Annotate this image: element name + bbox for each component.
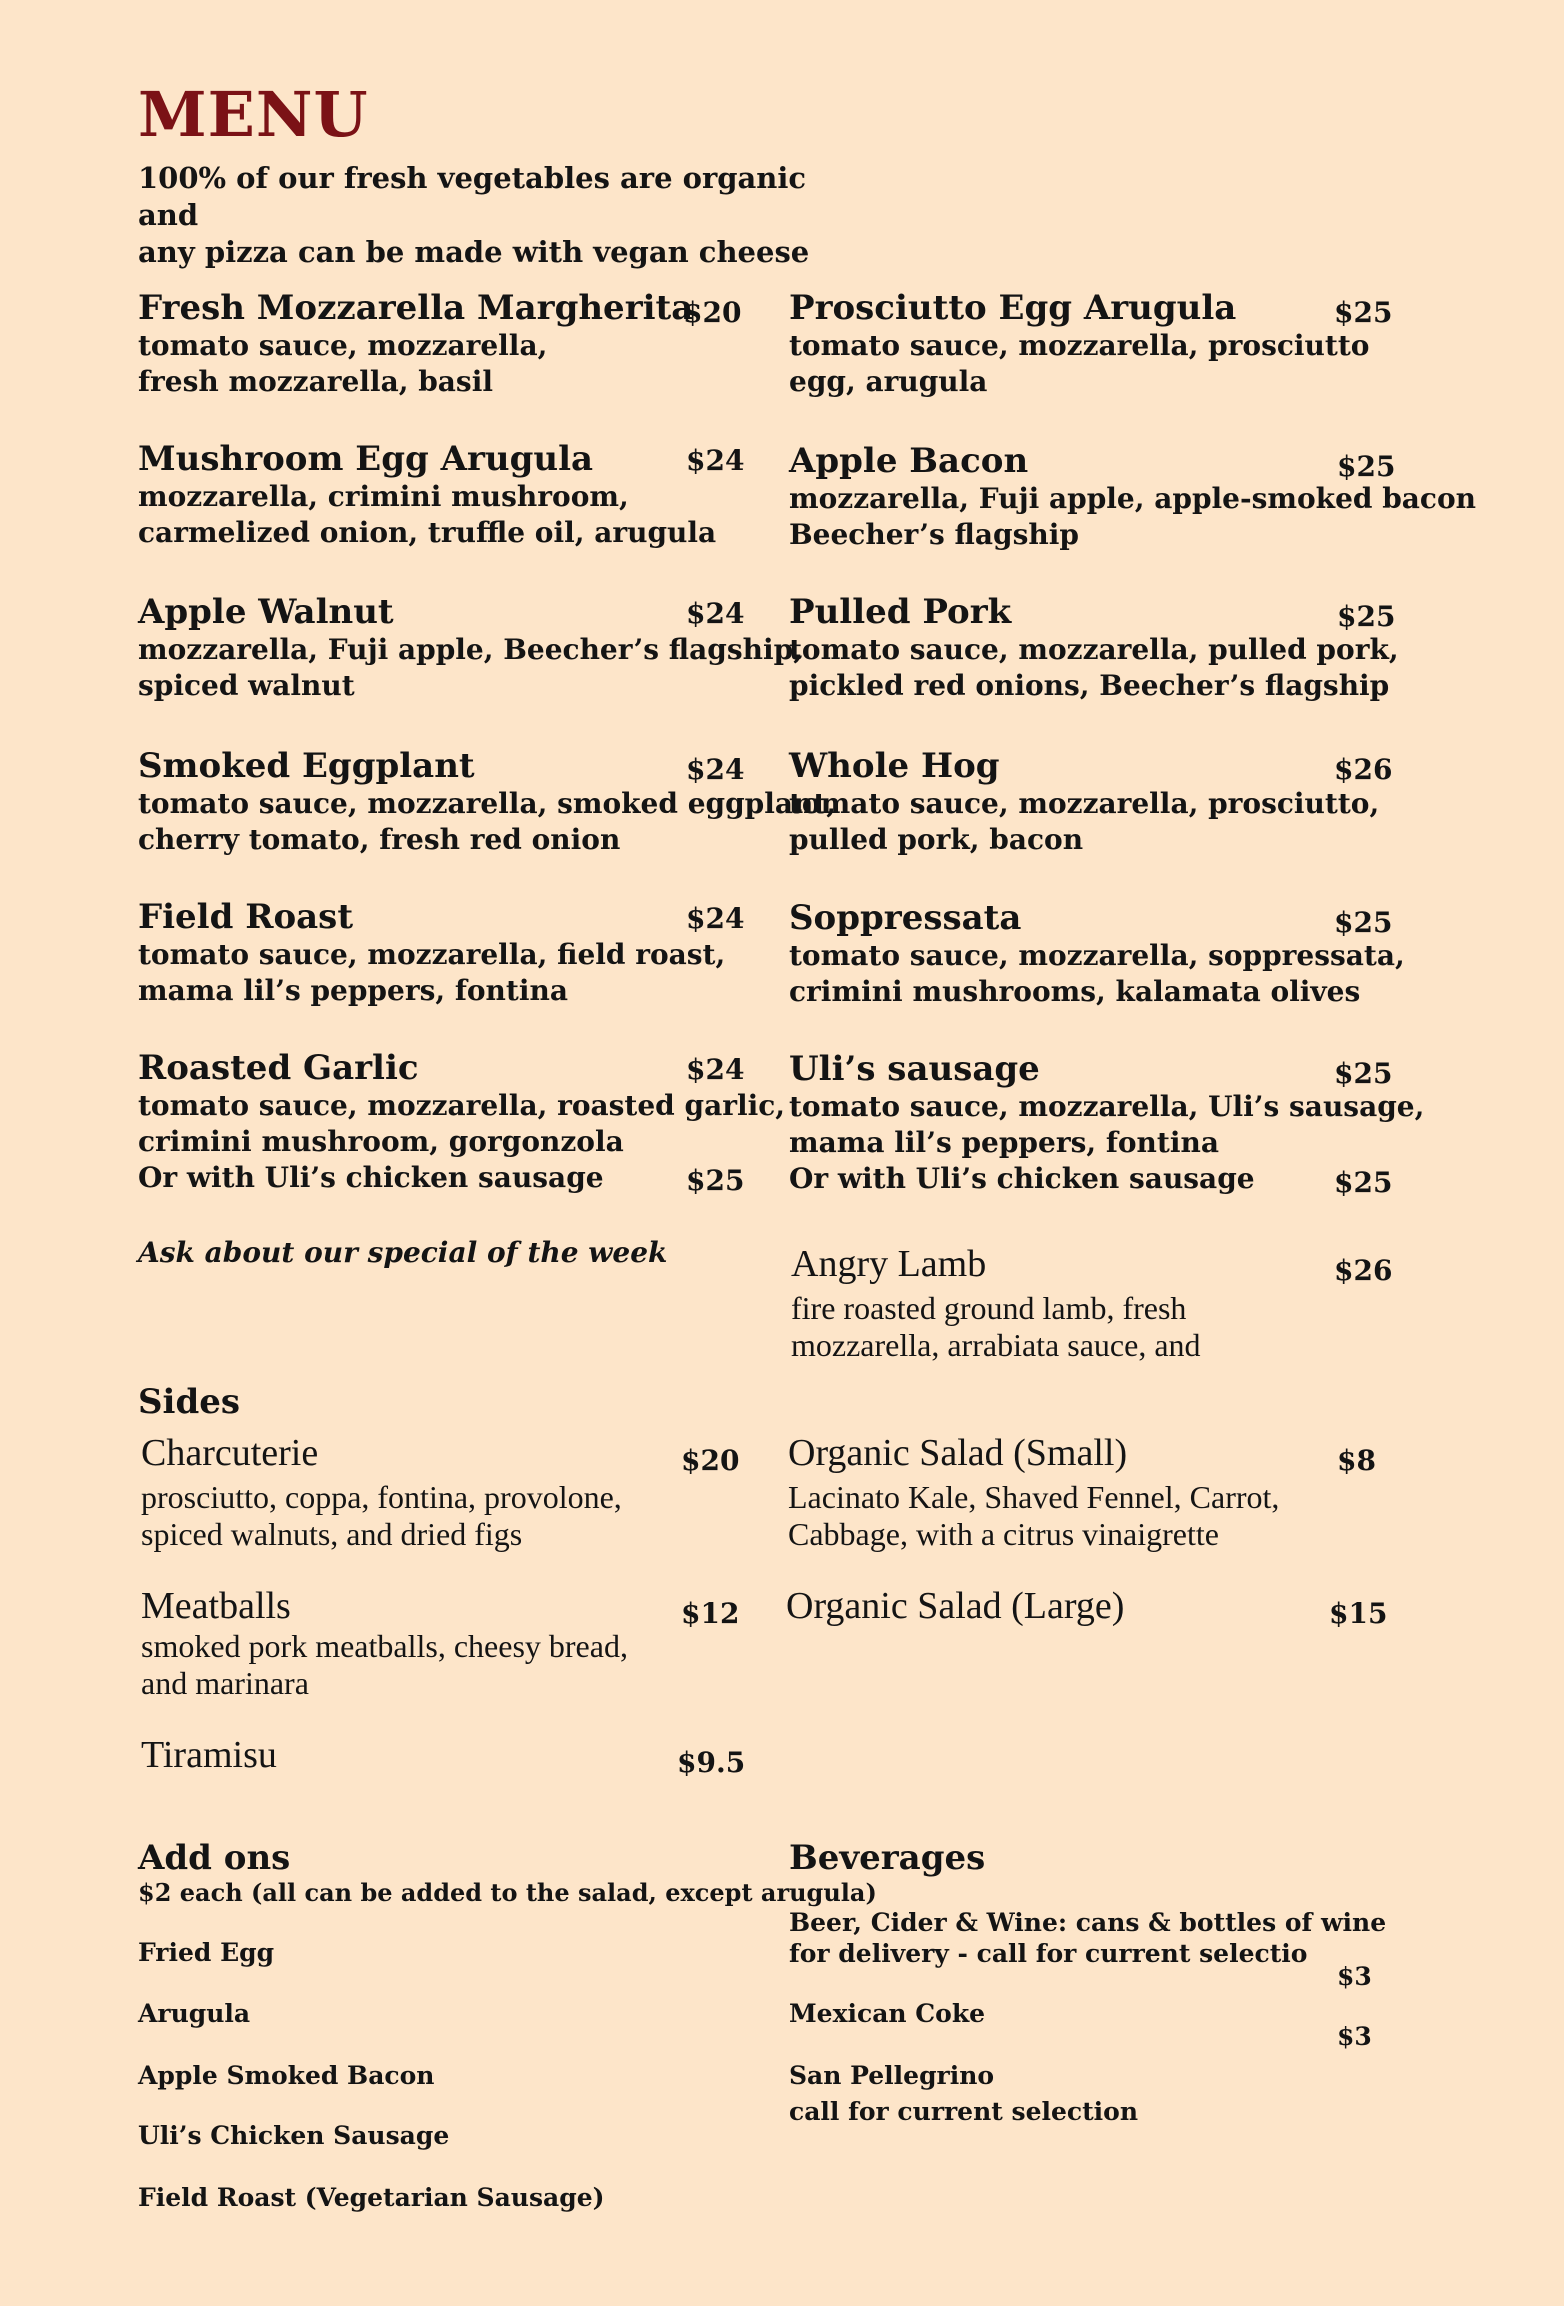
item-desc: Lacinato Kale, Shaved Fennel, Carrot, bbox=[788, 1479, 1280, 1515]
addon-item: Fried Egg bbox=[138, 1938, 275, 1967]
item-desc: mozzarella, arrabiata sauce, and bbox=[791, 1327, 1201, 1363]
item-price: $25 bbox=[1337, 450, 1396, 483]
item-desc: Or with Uli’s chicken sausage bbox=[138, 1161, 604, 1194]
item-name: Apple Walnut bbox=[138, 592, 394, 632]
sides-heading: Sides bbox=[138, 1382, 241, 1422]
item-desc: tomato sauce, mozzarella, roasted garlic, bbox=[138, 1089, 786, 1122]
menu-item bbox=[138, 592, 803, 704]
item-desc: pickled red onions, Beecher’s flagship bbox=[789, 669, 1390, 702]
item-name: Tiramisu bbox=[141, 1734, 277, 1776]
menu-item bbox=[789, 592, 1399, 704]
item-desc: pulled pork, bacon bbox=[789, 823, 1084, 856]
addon-item: Arugula bbox=[138, 1999, 251, 2028]
item-price: $26 bbox=[1334, 1254, 1393, 1287]
item-desc: crimini mushrooms, kalamata olives bbox=[789, 975, 1361, 1008]
item-price: $24 bbox=[686, 597, 745, 630]
item-desc: Or with Uli’s chicken sausage bbox=[789, 1162, 1255, 1195]
item-price: $12 bbox=[681, 1597, 740, 1630]
menu-item bbox=[789, 1049, 1425, 1197]
item-price: $25 bbox=[1337, 600, 1396, 633]
beverage-price: $3 bbox=[1337, 2022, 1372, 2051]
menu-item bbox=[138, 897, 738, 1009]
beverage-note: Beer, Cider & Wine: cans & bottles of wine bbox=[789, 1908, 1387, 1937]
item-name: Pulled Pork bbox=[789, 592, 1012, 632]
item-price: $15 bbox=[1329, 1597, 1388, 1630]
item-desc: tomato sauce, mozzarella, pulled pork, bbox=[789, 633, 1399, 666]
addon-item: Field Roast (Vegetarian Sausage) bbox=[138, 2183, 605, 2212]
item-desc: cherry tomato, fresh red onion bbox=[138, 823, 621, 856]
item-name: Smoked Eggplant bbox=[138, 746, 475, 786]
item-price: $8 bbox=[1337, 1444, 1376, 1477]
menu-item bbox=[138, 439, 738, 551]
menu-item bbox=[141, 1586, 741, 1702]
item-desc: and marinara bbox=[141, 1665, 309, 1701]
beverage-item: San Pellegrino bbox=[789, 2061, 995, 2090]
item-desc: mama lil’s peppers, fontina bbox=[789, 1126, 1219, 1159]
item-name: Charcuterie bbox=[141, 1432, 319, 1474]
item-name: Angry Lamb bbox=[791, 1243, 987, 1285]
item-desc: fire roasted ground lamb, fresh bbox=[791, 1290, 1187, 1326]
item-desc: crimini mushroom, gorgonzola bbox=[138, 1125, 624, 1158]
menu-item bbox=[138, 746, 837, 858]
item-desc: tomato sauce, mozzarella, prosciutto bbox=[789, 329, 1370, 362]
item-desc: Beecher’s flagship bbox=[789, 518, 1079, 551]
menu-item bbox=[789, 441, 1477, 553]
item-name: Apple Bacon bbox=[789, 441, 1029, 481]
item-desc: prosciutto, coppa, fontina, provolone, bbox=[141, 1479, 622, 1515]
menu-intro bbox=[138, 160, 818, 271]
menu-item bbox=[788, 1433, 1388, 1553]
intro-line: any pizza can be made with vegan cheese bbox=[138, 235, 810, 269]
item-name: Soppressata bbox=[789, 898, 1022, 938]
special-note: Ask about our special of the week bbox=[138, 1236, 668, 1269]
beverage-price: $3 bbox=[1337, 1962, 1372, 1991]
item-desc: Cabbage, with a citrus vinaigrette bbox=[788, 1516, 1219, 1552]
beverage-item: Mexican Coke bbox=[789, 1999, 986, 2028]
menu-item bbox=[138, 1048, 786, 1196]
item-desc: spiced walnut bbox=[138, 669, 355, 702]
menu-item bbox=[786, 1586, 1386, 1626]
menu-item bbox=[791, 1244, 1391, 1364]
item-desc: egg, arugula bbox=[789, 365, 988, 398]
item-desc: mama lil’s peppers, fontina bbox=[138, 974, 568, 1007]
item-name: Organic Salad (Small) bbox=[788, 1432, 1128, 1474]
item-name: Uli’s sausage bbox=[789, 1049, 1040, 1089]
beverage-note: call for current selection bbox=[789, 2097, 1138, 2126]
beverages-heading: Beverages bbox=[789, 1838, 986, 1878]
item-price: $24 bbox=[686, 444, 745, 477]
item-price: $20 bbox=[683, 296, 742, 329]
item-name: Whole Hog bbox=[789, 746, 1000, 786]
item-desc: fresh mozzarella, basil bbox=[138, 365, 493, 398]
item-price: $26 bbox=[1334, 753, 1393, 786]
item-desc: tomato sauce, mozzarella, field roast, bbox=[138, 938, 726, 971]
item-desc: mozzarella, Fuji apple, apple-smoked bacon bbox=[789, 482, 1477, 515]
item-price: $25 bbox=[1334, 906, 1393, 939]
item-desc: spiced walnuts, and dried figs bbox=[141, 1516, 523, 1552]
item-desc: tomato sauce, mozzarella, bbox=[138, 329, 548, 362]
item-desc: tomato sauce, mozzarella, smoked eggplant, bbox=[138, 787, 837, 820]
addon-item: Uli’s Chicken Sausage bbox=[138, 2121, 450, 2150]
item-price: $9.5 bbox=[677, 1746, 746, 1779]
addons-note: $2 each (all can be added to the salad, except arugula) bbox=[138, 1878, 877, 1907]
item-name: Roasted Garlic bbox=[138, 1048, 419, 1088]
item-price: $20 bbox=[681, 1444, 740, 1477]
item-name: Prosciutto Egg Arugula bbox=[789, 288, 1237, 328]
item-price: $24 bbox=[686, 902, 745, 935]
menu-item bbox=[141, 1735, 741, 1775]
item-alt-price: $25 bbox=[686, 1164, 745, 1197]
menu-item bbox=[789, 746, 1389, 858]
item-desc: mozzarella, Fuji apple, Beecher’s flagship, bbox=[138, 633, 803, 666]
item-desc: carmelized onion, truffle oil, arugula bbox=[138, 516, 717, 549]
menu-item bbox=[138, 288, 738, 400]
addons-heading: Add ons bbox=[138, 1838, 291, 1878]
item-name: Organic Salad (Large) bbox=[786, 1585, 1125, 1627]
menu-item bbox=[789, 288, 1389, 400]
menu-item bbox=[141, 1433, 741, 1553]
item-desc: tomato sauce, mozzarella, prosciutto, bbox=[789, 787, 1380, 820]
item-alt-price: $25 bbox=[1334, 1166, 1393, 1199]
item-name: Fresh Mozzarella Margherita bbox=[138, 288, 694, 328]
item-desc: tomato sauce, mozzarella, Uli’s sausage, bbox=[789, 1090, 1425, 1123]
item-name: Meatballs bbox=[141, 1585, 291, 1627]
intro-line: 100% of our fresh vegetables are organic and bbox=[138, 161, 807, 232]
menu-title: MENU bbox=[138, 78, 369, 151]
item-desc: mozzarella, crimini mushroom, bbox=[138, 480, 629, 513]
beverage-note: for delivery - call for current selectio bbox=[789, 1939, 1308, 1968]
menu-item bbox=[789, 898, 1405, 1010]
item-price: $25 bbox=[1334, 1057, 1393, 1090]
item-desc: smoked pork meatballs, cheesy bread, bbox=[141, 1628, 628, 1664]
item-name: Mushroom Egg Arugula bbox=[138, 439, 594, 479]
item-price: $24 bbox=[686, 753, 745, 786]
addon-item: Apple Smoked Bacon bbox=[138, 2061, 435, 2090]
item-desc: tomato sauce, mozzarella, soppressata, bbox=[789, 939, 1405, 972]
item-price: $25 bbox=[1334, 296, 1393, 329]
item-name: Field Roast bbox=[138, 897, 354, 937]
item-price: $24 bbox=[686, 1053, 745, 1086]
